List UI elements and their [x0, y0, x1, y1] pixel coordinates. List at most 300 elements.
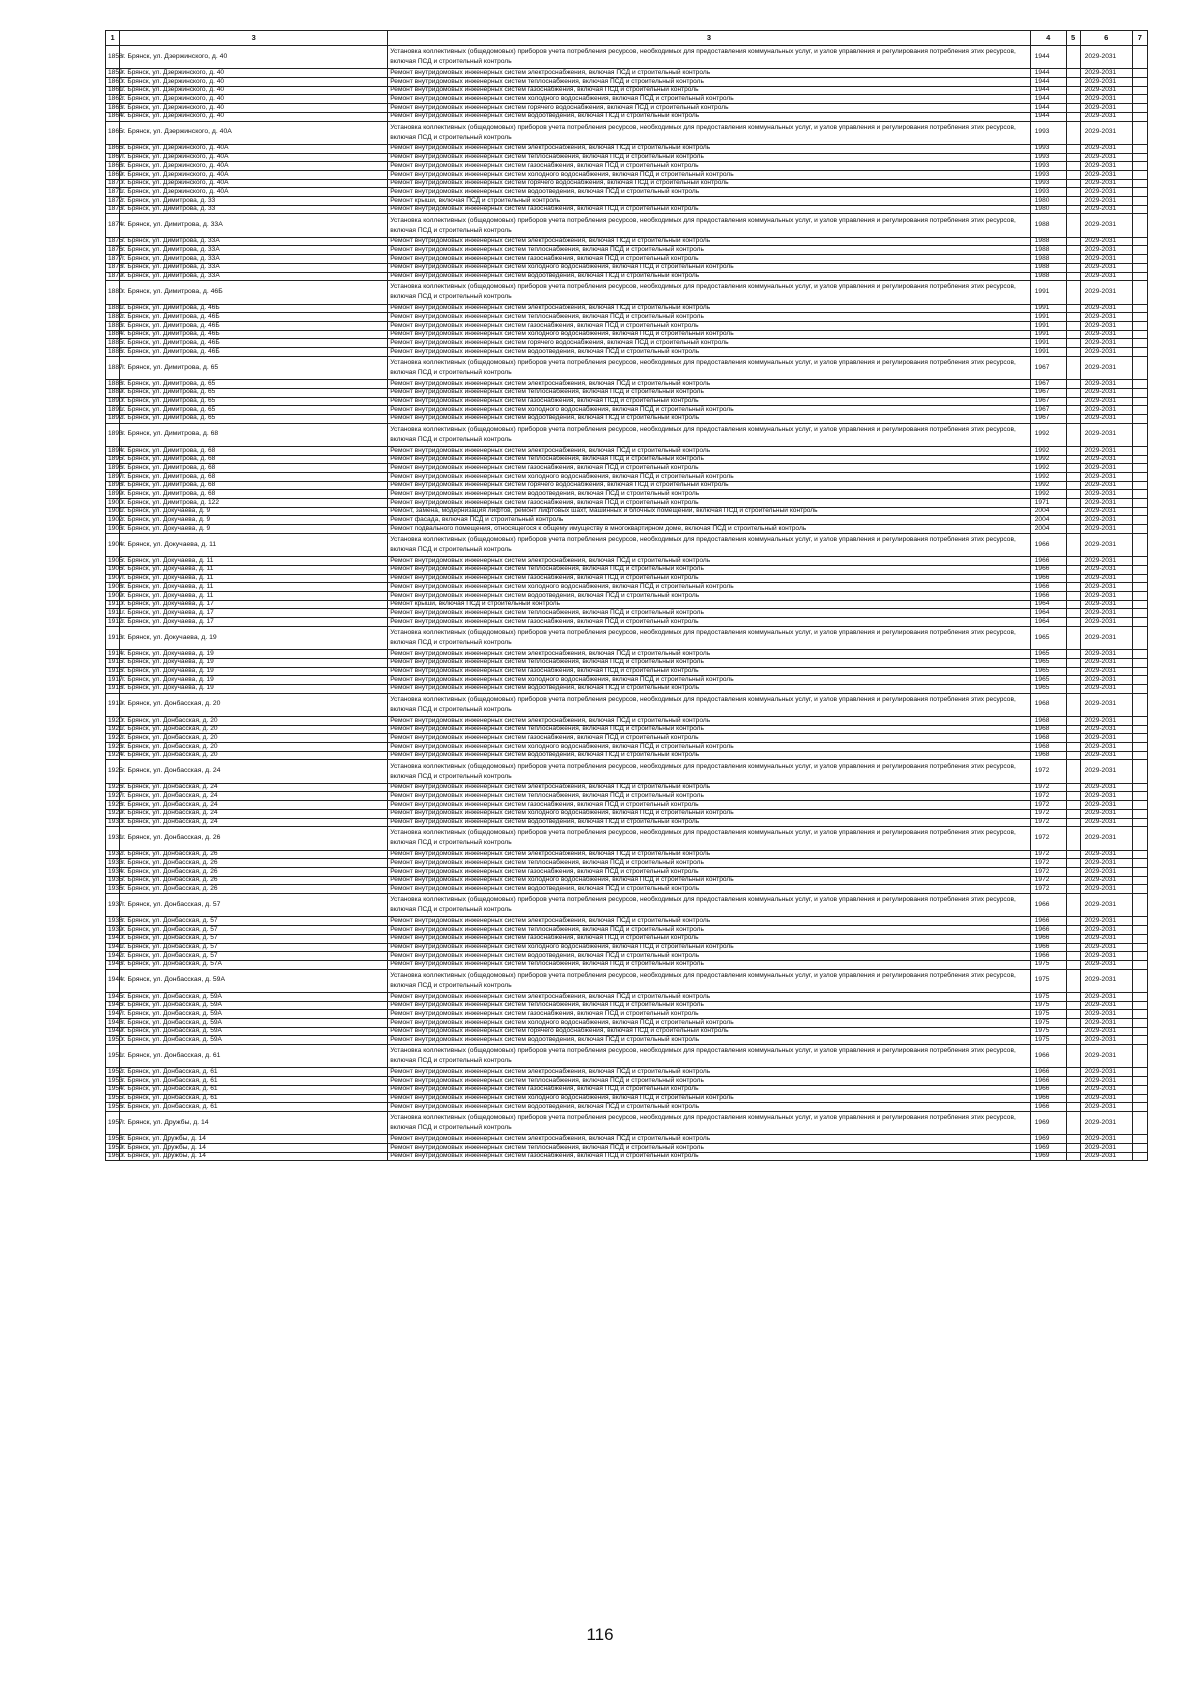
row-col-7 — [1132, 1068, 1147, 1077]
row-work-type: Ремонт внутридомовых инженерных систем водоотведения, включая ПСД и строительный контроль — [388, 414, 1031, 423]
row-number: 1896 — [106, 464, 120, 473]
row-work-type: Ремонт внутридомовых инженерных систем газоснабжения, включая ПСД и строительный контроль — [388, 322, 1031, 331]
row-col-7 — [1132, 801, 1147, 810]
row-year: 1992 — [1030, 481, 1066, 490]
row-address: г. Брянск, ул. Димитрова, д. 33А — [120, 255, 388, 264]
row-col-7 — [1132, 943, 1147, 952]
row-work-type: Ремонт внутридомовых инженерных систем горячего водоснабжения, включая ПСД и строительный контроль — [388, 481, 1031, 490]
row-year: 1966 — [1030, 952, 1066, 961]
row-col-7 — [1132, 618, 1147, 627]
row-year: 1966 — [1030, 1045, 1066, 1068]
row-period: 2029-2031 — [1080, 818, 1132, 827]
row-col-5 — [1066, 867, 1080, 876]
row-col-5 — [1066, 86, 1080, 95]
row-col-7 — [1132, 565, 1147, 574]
row-address: г. Брянск, ул. Докучаева, д. 19 — [120, 684, 388, 693]
row-address: г. Брянск, ул. Докучаева, д. 19 — [120, 676, 388, 685]
row-year: 1944 — [1030, 104, 1066, 113]
row-period: 2029-2031 — [1080, 423, 1132, 446]
row-work-type: Ремонт внутридомовых инженерных систем газоснабжения, включая ПСД и строительный контроль — [388, 618, 1031, 627]
row-col-5 — [1066, 197, 1080, 206]
row-number: 1931 — [106, 827, 120, 850]
row-col-7 — [1132, 112, 1147, 121]
row-address: г. Брянск, ул. Докучаева, д. 11 — [120, 591, 388, 600]
row-address: г. Брянск, ул. Донбасская, д. 26 — [120, 885, 388, 894]
row-number: 1871 — [106, 188, 120, 197]
row-period: 2029-2031 — [1080, 1068, 1132, 1077]
row-work-type: Ремонт внутридомовых инженерных систем горячего водоснабжения, включая ПСД и строительный контроль — [388, 104, 1031, 113]
row-period: 2029-2031 — [1080, 827, 1132, 850]
table-row — [106, 650, 1148, 659]
row-period: 2029-2031 — [1080, 179, 1132, 188]
row-col-5 — [1066, 684, 1080, 693]
row-number: 1940 — [106, 934, 120, 943]
row-number: 1882 — [106, 313, 120, 322]
row-address: г. Брянск, ул. Димитрова, д. 33А — [120, 263, 388, 272]
row-work-type: Установка коллективных (общедомовых) приборов учета потребления ресурсов, необходимых для предоставления коммунальных услуг, и узлов управления и регулирования потребления этих ресурсов, включая ПСД и строительный контроль — [388, 356, 1031, 379]
row-work-type: Ремонт внутридомовых инженерных систем электроснабжения, включая ПСД и строительный контроль — [388, 650, 1031, 659]
row-period: 2029-2031 — [1080, 876, 1132, 885]
row-period: 2029-2031 — [1080, 867, 1132, 876]
row-period: 2029-2031 — [1080, 205, 1132, 214]
row-period: 2029-2031 — [1080, 406, 1132, 415]
row-col-7 — [1132, 214, 1147, 237]
row-address: г. Брянск, ул. Донбасская, д. 59А — [120, 1027, 388, 1036]
row-work-type: Ремонт внутридомовых инженерных систем теплоснабжения, включая ПСД и строительный контроль — [388, 1077, 1031, 1086]
row-col-5 — [1066, 859, 1080, 868]
row-year: 1969 — [1030, 1111, 1066, 1134]
row-col-7 — [1132, 992, 1147, 1001]
row-number: 1876 — [106, 246, 120, 255]
row-work-type: Установка коллективных (общедомовых) приборов учета потребления ресурсов, необходимых для предоставления коммунальных услуг, и узлов управления и регулирования потребления этих ресурсов, включая ПСД и строительный контроль — [388, 533, 1031, 556]
table-row — [106, 1152, 1148, 1161]
row-work-type: Ремонт внутридомовых инженерных систем электроснабжения, включая ПСД и строительный контроль — [388, 69, 1031, 78]
row-number: 1859 — [106, 69, 120, 78]
row-col-5 — [1066, 557, 1080, 566]
row-number: 1881 — [106, 304, 120, 313]
row-number: 1920 — [106, 716, 120, 725]
row-address: г. Брянск, ул. Донбасская, д. 20 — [120, 751, 388, 760]
row-year: 1988 — [1030, 214, 1066, 237]
row-address: г. Брянск, ул. Донбасская, д. 61 — [120, 1103, 388, 1112]
row-year: 1944 — [1030, 112, 1066, 121]
row-work-type: Ремонт внутридомовых инженерных систем водоотведения, включая ПСД и строительный контроль — [388, 1036, 1031, 1045]
row-number: 1927 — [106, 792, 120, 801]
row-work-type: Ремонт крыши, включая ПСД и строительный контроль — [388, 197, 1031, 206]
row-period: 2029-2031 — [1080, 1045, 1132, 1068]
row-address: г. Брянск, ул. Донбасская, д. 59А — [120, 1010, 388, 1019]
row-period: 2029-2031 — [1080, 952, 1132, 961]
row-period: 2029-2031 — [1080, 1077, 1132, 1086]
row-col-5 — [1066, 507, 1080, 516]
row-work-type: Ремонт внутридомовых инженерных систем газоснабжения, включая ПСД и строительный контроль — [388, 867, 1031, 876]
row-address: г. Брянск, ул. Димитрова, д. 46Б — [120, 339, 388, 348]
row-period: 2029-2031 — [1080, 676, 1132, 685]
row-year: 1993 — [1030, 170, 1066, 179]
row-work-type: Ремонт внутридомовых инженерных систем теплоснабжения, включая ПСД и строительный контроль — [388, 78, 1031, 87]
row-col-7 — [1132, 1045, 1147, 1068]
row-col-5 — [1066, 626, 1080, 649]
row-number: 1909 — [106, 591, 120, 600]
row-period: 2029-2031 — [1080, 626, 1132, 649]
table-row — [106, 1111, 1148, 1134]
row-address: г. Брянск, ул. Докучаева, д. 17 — [120, 618, 388, 627]
table-row — [106, 481, 1148, 490]
row-work-type: Ремонт внутридомовых инженерных систем водоотведения, включая ПСД и строительный контроль — [388, 272, 1031, 281]
row-period: 2029-2031 — [1080, 481, 1132, 490]
row-address: г. Брянск, ул. Дзержинского, д. 40А — [120, 170, 388, 179]
row-col-7 — [1132, 95, 1147, 104]
row-year: 1972 — [1030, 850, 1066, 859]
row-address: г. Брянск, ул. Димитрова, д. 68 — [120, 455, 388, 464]
table-row — [106, 658, 1148, 667]
row-address: г. Брянск, ул. Дзержинского, д. 40 — [120, 112, 388, 121]
row-number: 1880 — [106, 281, 120, 304]
row-period: 2029-2031 — [1080, 557, 1132, 566]
row-number: 1891 — [106, 406, 120, 415]
row-col-5 — [1066, 751, 1080, 760]
row-year: 1965 — [1030, 658, 1066, 667]
row-work-type: Ремонт внутридомовых инженерных систем газоснабжения, включая ПСД и строительный контроль — [388, 574, 1031, 583]
row-period: 2029-2031 — [1080, 533, 1132, 556]
row-col-5 — [1066, 388, 1080, 397]
table-row — [106, 339, 1148, 348]
row-col-5 — [1066, 1068, 1080, 1077]
row-address: г. Брянск, ул. Димитрова, д. 68 — [120, 473, 388, 482]
row-address: г. Брянск, ул. Докучаева, д. 19 — [120, 626, 388, 649]
row-period: 2029-2031 — [1080, 455, 1132, 464]
row-number: 1924 — [106, 751, 120, 760]
table-row — [106, 885, 1148, 894]
row-period: 2029-2031 — [1080, 86, 1132, 95]
row-work-type: Ремонт внутридомовых инженерных систем теплоснабжения, включая ПСД и строительный контроль — [388, 926, 1031, 935]
row-col-7 — [1132, 237, 1147, 246]
row-period: 2029-2031 — [1080, 330, 1132, 339]
table-row — [106, 1027, 1148, 1036]
row-work-type: Ремонт внутридомовых инженерных систем теплоснабжения, включая ПСД и строительный контроль — [388, 960, 1031, 969]
row-period: 2029-2031 — [1080, 104, 1132, 113]
table-row — [106, 1135, 1148, 1144]
row-col-5 — [1066, 1027, 1080, 1036]
row-col-7 — [1132, 725, 1147, 734]
row-col-7 — [1132, 760, 1147, 783]
row-work-type: Ремонт внутридомовых инженерных систем теплоснабжения, включая ПСД и строительный контроль — [388, 565, 1031, 574]
row-number: 1912 — [106, 618, 120, 627]
row-year: 1972 — [1030, 867, 1066, 876]
row-year: 1969 — [1030, 1152, 1066, 1161]
header-col-1: 1 — [106, 31, 120, 46]
row-number: 1948 — [106, 1019, 120, 1028]
table-row — [106, 78, 1148, 87]
row-period: 2029-2031 — [1080, 170, 1132, 179]
table-row — [106, 760, 1148, 783]
row-number: 1943 — [106, 960, 120, 969]
row-col-5 — [1066, 348, 1080, 357]
table-row — [106, 1094, 1148, 1103]
row-col-7 — [1132, 490, 1147, 499]
row-year: 1965 — [1030, 650, 1066, 659]
table-row — [106, 734, 1148, 743]
row-col-5 — [1066, 1077, 1080, 1086]
row-period: 2029-2031 — [1080, 894, 1132, 917]
row-period: 2029-2031 — [1080, 792, 1132, 801]
row-col-7 — [1132, 313, 1147, 322]
row-work-type: Установка коллективных (общедомовых) приборов учета потребления ресурсов, необходимых для предоставления коммунальных услуг, и узлов управления и регулирования потребления этих ресурсов, включая ПСД и строительный контроль — [388, 693, 1031, 716]
row-number: 1939 — [106, 926, 120, 935]
row-address: г. Брянск, ул. Донбасская, д. 26 — [120, 867, 388, 876]
row-address: г. Брянск, ул. Димитрова, д. 65 — [120, 397, 388, 406]
row-col-7 — [1132, 809, 1147, 818]
row-address: г. Брянск, ул. Донбасская, д. 57 — [120, 952, 388, 961]
table-row — [106, 144, 1148, 153]
table-row — [106, 322, 1148, 331]
row-period: 2029-2031 — [1080, 1027, 1132, 1036]
row-period: 2029-2031 — [1080, 751, 1132, 760]
table-row — [106, 1103, 1148, 1112]
row-col-7 — [1132, 121, 1147, 144]
table-row — [106, 792, 1148, 801]
row-work-type: Ремонт внутридомовых инженерных систем теплоснабжения, включая ПСД и строительный контроль — [388, 388, 1031, 397]
table-row — [106, 818, 1148, 827]
row-year: 1975 — [1030, 1019, 1066, 1028]
row-col-7 — [1132, 574, 1147, 583]
row-year: 1969 — [1030, 1135, 1066, 1144]
row-col-7 — [1132, 533, 1147, 556]
table-row — [106, 827, 1148, 850]
row-period: 2029-2031 — [1080, 121, 1132, 144]
row-period: 2029-2031 — [1080, 801, 1132, 810]
row-col-5 — [1066, 716, 1080, 725]
row-number: 1884 — [106, 330, 120, 339]
row-col-7 — [1132, 885, 1147, 894]
row-address: г. Брянск, ул. Донбасская, д. 61 — [120, 1085, 388, 1094]
table-row — [106, 205, 1148, 214]
row-year: 1993 — [1030, 179, 1066, 188]
row-col-7 — [1132, 609, 1147, 618]
row-address: г. Брянск, ул. Димитрова, д. 33 — [120, 205, 388, 214]
row-number: 1919 — [106, 693, 120, 716]
table-row — [106, 533, 1148, 556]
row-number: 1917 — [106, 676, 120, 685]
row-col-5 — [1066, 574, 1080, 583]
row-col-5 — [1066, 414, 1080, 423]
row-year: 1964 — [1030, 600, 1066, 609]
row-address: г. Брянск, ул. Донбасская, д. 57 — [120, 934, 388, 943]
row-work-type: Ремонт внутридомовых инженерных систем газоснабжения, включая ПСД и строительный контроль — [388, 934, 1031, 943]
row-work-type: Ремонт внутридомовых инженерных систем электроснабжения, включая ПСД и строительный контроль — [388, 237, 1031, 246]
row-col-5 — [1066, 69, 1080, 78]
row-address: г. Брянск, ул. Дзержинского, д. 40А — [120, 121, 388, 144]
row-number: 1893 — [106, 423, 120, 446]
row-col-7 — [1132, 716, 1147, 725]
row-number: 1914 — [106, 650, 120, 659]
row-col-7 — [1132, 304, 1147, 313]
row-number: 1904 — [106, 533, 120, 556]
row-address: г. Брянск, ул. Дружбы, д. 14 — [120, 1143, 388, 1152]
table-row — [106, 725, 1148, 734]
row-number: 1897 — [106, 473, 120, 482]
table-row — [106, 356, 1148, 379]
row-col-7 — [1132, 162, 1147, 171]
row-year: 1975 — [1030, 992, 1066, 1001]
row-number: 1906 — [106, 565, 120, 574]
row-period: 2029-2031 — [1080, 934, 1132, 943]
row-address: г. Брянск, ул. Донбасская, д. 61 — [120, 1068, 388, 1077]
row-year: 1964 — [1030, 618, 1066, 627]
row-work-type: Ремонт внутридомовых инженерных систем холодного водоснабжения, включая ПСД и строительный контроль — [388, 1094, 1031, 1103]
row-col-5 — [1066, 952, 1080, 961]
row-col-5 — [1066, 397, 1080, 406]
row-number: 1959 — [106, 1143, 120, 1152]
row-col-5 — [1066, 121, 1080, 144]
row-work-type: Ремонт внутридомовых инженерных систем водоотведения, включая ПСД и строительный контроль — [388, 591, 1031, 600]
row-col-5 — [1066, 783, 1080, 792]
row-col-5 — [1066, 667, 1080, 676]
row-work-type: Ремонт внутридомовых инженерных систем электроснабжения, включая ПСД и строительный контроль — [388, 1135, 1031, 1144]
row-col-7 — [1132, 684, 1147, 693]
row-number: 1944 — [106, 969, 120, 992]
row-number: 1865 — [106, 121, 120, 144]
row-work-type: Ремонт внутридомовых инженерных систем теплоснабжения, включая ПСД и строительный контроль — [388, 313, 1031, 322]
row-address: г. Брянск, ул. Димитрова, д. 122 — [120, 499, 388, 508]
row-work-type: Ремонт внутридомовых инженерных систем газоснабжения, включая ПСД и строительный контроль — [388, 205, 1031, 214]
row-number: 1899 — [106, 490, 120, 499]
page-number: 116 — [586, 1625, 614, 1644]
row-number: 1960 — [106, 1152, 120, 1161]
row-number: 1945 — [106, 992, 120, 1001]
row-col-5 — [1066, 423, 1080, 446]
row-address: г. Брянск, ул. Донбасская, д. 57А — [120, 960, 388, 969]
row-col-7 — [1132, 255, 1147, 264]
row-year: 1971 — [1030, 499, 1066, 508]
row-number: 1900 — [106, 499, 120, 508]
row-number: 1928 — [106, 801, 120, 810]
row-col-5 — [1066, 1143, 1080, 1152]
row-address: г. Брянск, ул. Дзержинского, д. 40А — [120, 153, 388, 162]
row-col-5 — [1066, 330, 1080, 339]
row-col-7 — [1132, 78, 1147, 87]
row-period: 2029-2031 — [1080, 1152, 1132, 1161]
row-col-7 — [1132, 693, 1147, 716]
row-number: 1892 — [106, 414, 120, 423]
row-address: г. Брянск, ул. Дружбы, д. 14 — [120, 1111, 388, 1134]
row-year: 1980 — [1030, 197, 1066, 206]
table-row — [106, 693, 1148, 716]
table-row — [106, 214, 1148, 237]
row-col-5 — [1066, 609, 1080, 618]
row-work-type: Установка коллективных (общедомовых) приборов учета потребления ресурсов, необходимых для предоставления коммунальных услуг, и узлов управления и регулирования потребления этих ресурсов, включая ПСД и строительный контроль — [388, 626, 1031, 649]
row-work-type: Ремонт внутридомовых инженерных систем электроснабжения, включая ПСД и строительный контроль — [388, 557, 1031, 566]
row-col-5 — [1066, 1036, 1080, 1045]
row-period: 2029-2031 — [1080, 1111, 1132, 1134]
row-number: 1938 — [106, 917, 120, 926]
row-period: 2029-2031 — [1080, 1103, 1132, 1112]
table-row — [106, 1143, 1148, 1152]
row-address: г. Брянск, ул. Донбасская, д. 59А — [120, 1001, 388, 1010]
row-year: 1965 — [1030, 667, 1066, 676]
row-number: 1903 — [106, 525, 120, 534]
table-row — [106, 667, 1148, 676]
row-col-5 — [1066, 725, 1080, 734]
repair-plan-table — [105, 30, 1148, 1161]
row-period: 2029-2031 — [1080, 591, 1132, 600]
row-col-5 — [1066, 237, 1080, 246]
row-period: 2029-2031 — [1080, 525, 1132, 534]
row-number: 1873 — [106, 205, 120, 214]
row-address: г. Брянск, ул. Докучаева, д. 9 — [120, 525, 388, 534]
row-col-5 — [1066, 1019, 1080, 1028]
row-address: г. Брянск, ул. Докучаева, д. 19 — [120, 658, 388, 667]
row-number: 1955 — [106, 1094, 120, 1103]
row-year: 1972 — [1030, 760, 1066, 783]
row-col-5 — [1066, 743, 1080, 752]
row-work-type: Установка коллективных (общедомовых) приборов учета потребления ресурсов, необходимых для предоставления коммунальных услуг, и узлов управления и регулирования потребления этих ресурсов, включая ПСД и строительный контроль — [388, 121, 1031, 144]
table-row — [106, 1010, 1148, 1019]
row-period: 2029-2031 — [1080, 490, 1132, 499]
row-address: г. Брянск, ул. Докучаева, д. 11 — [120, 533, 388, 556]
row-period: 2029-2031 — [1080, 112, 1132, 121]
row-year: 1968 — [1030, 751, 1066, 760]
row-col-5 — [1066, 406, 1080, 415]
row-work-type: Ремонт, замена, модернизация лифтов, ремонт лифтовых шахт, машинных и блочных помещений, включая ПСД и строительный контроль — [388, 507, 1031, 516]
row-address: г. Брянск, ул. Димитрова, д. 46Б — [120, 313, 388, 322]
table-row — [106, 423, 1148, 446]
row-number: 1949 — [106, 1027, 120, 1036]
row-work-type: Установка коллективных (общедомовых) приборов учета потребления ресурсов, необходимых для предоставления коммунальных услуг, и узлов управления и регулирования потребления этих ресурсов, включая ПСД и строительный контроль — [388, 969, 1031, 992]
row-number: 1885 — [106, 339, 120, 348]
row-col-7 — [1132, 446, 1147, 455]
row-col-7 — [1132, 516, 1147, 525]
row-number: 1868 — [106, 162, 120, 171]
row-address: г. Брянск, ул. Донбасская, д. 20 — [120, 716, 388, 725]
row-period: 2029-2031 — [1080, 1094, 1132, 1103]
row-year: 1966 — [1030, 1068, 1066, 1077]
row-col-5 — [1066, 818, 1080, 827]
row-number: 1923 — [106, 743, 120, 752]
row-address: г. Брянск, ул. Димитрова, д. 46Б — [120, 281, 388, 304]
row-col-5 — [1066, 600, 1080, 609]
row-col-7 — [1132, 499, 1147, 508]
row-year: 1991 — [1030, 339, 1066, 348]
row-col-7 — [1132, 1010, 1147, 1019]
row-work-type: Ремонт внутридомовых инженерных систем холодного водоснабжения, включая ПСД и строительный контроль — [388, 943, 1031, 952]
table-row — [106, 583, 1148, 592]
row-col-5 — [1066, 499, 1080, 508]
table-row — [106, 348, 1148, 357]
row-number: 1861 — [106, 86, 120, 95]
row-period: 2029-2031 — [1080, 414, 1132, 423]
row-col-7 — [1132, 423, 1147, 446]
row-col-7 — [1132, 1143, 1147, 1152]
row-number: 1888 — [106, 380, 120, 389]
row-col-7 — [1132, 894, 1147, 917]
row-col-5 — [1066, 760, 1080, 783]
row-year: 1964 — [1030, 609, 1066, 618]
row-col-7 — [1132, 205, 1147, 214]
row-work-type: Ремонт внутридомовых инженерных систем водоотведения, включая ПСД и строительный контроль — [388, 490, 1031, 499]
row-year: 1968 — [1030, 734, 1066, 743]
table-row — [106, 246, 1148, 255]
table-row — [106, 934, 1148, 943]
row-col-5 — [1066, 205, 1080, 214]
row-col-5 — [1066, 850, 1080, 859]
table-row — [106, 1068, 1148, 1077]
row-col-7 — [1132, 969, 1147, 992]
row-work-type: Ремонт внутридомовых инженерных систем газоснабжения, включая ПСД и строительный контроль — [388, 801, 1031, 810]
row-col-5 — [1066, 1111, 1080, 1134]
row-work-type: Ремонт внутридомовых инженерных систем горячего водоснабжения, включая ПСД и строительный контроль — [388, 339, 1031, 348]
row-col-7 — [1132, 473, 1147, 482]
